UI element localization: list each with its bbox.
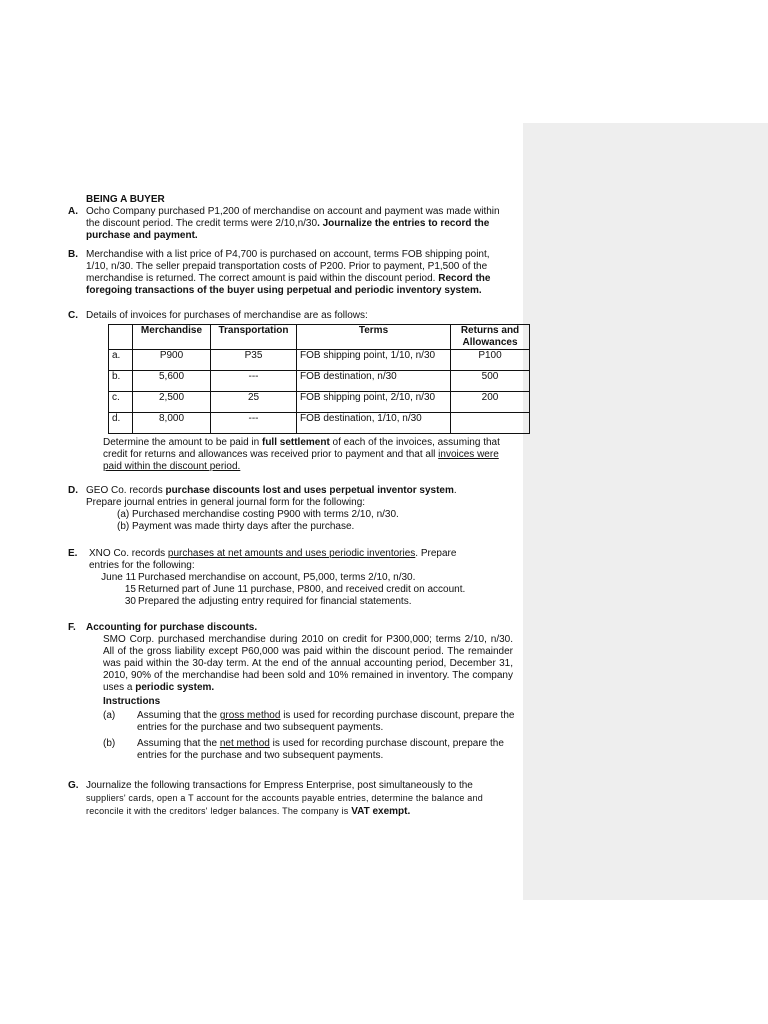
table-cell-returns: P100 (451, 350, 530, 371)
list-item (94, 584, 514, 596)
section-c-label: C. (68, 310, 78, 321)
table-header-transportation: Transportation (211, 325, 297, 350)
section-d-items (117, 509, 399, 533)
section-b-body: Merchandise with a list price of P4,700 is purchased on account, terms FOB shipping point, 1/10, n/30. The seller prepaid transportation costs of P200. Prior to payment, P1,500 of the merchandise is returned. The correct amount is paid within the discount period. (86, 249, 490, 284)
entry-date: 30 (124, 596, 136, 607)
section-a-label: A. (68, 206, 78, 217)
table-row (109, 413, 530, 434)
section-c-after-1: Determine the amount to be paid in (103, 437, 262, 448)
instructions-heading: Instructions (103, 696, 161, 707)
table-cell-letter: d. (109, 413, 133, 434)
section-c-after-bold: full settlement (261, 437, 330, 448)
section-e-text-1: XNO Co. records (89, 548, 168, 559)
table-cell-letter: c. (109, 392, 133, 413)
option-post: is used for recording purchase discount, prepare the entries for the purchase and two subsequent payments. (137, 710, 515, 733)
section-e-underline: purchases at net amounts and uses periodic inventories (167, 548, 416, 559)
entry-text: Prepared the adjusting entry required for financial statements. (138, 596, 412, 607)
section-b-label: B. (68, 249, 78, 260)
section-f-label: F. (68, 622, 76, 633)
option-post: is used for recording purchase discount, prepare the entries for the purchase and two subsequent payments. (137, 738, 504, 761)
table-cell-returns: 200 (451, 392, 530, 413)
list-item (94, 572, 514, 584)
table-cell-returns: 500 (451, 371, 530, 392)
table-cell-terms: FOB destination, 1/10, n/30 (297, 413, 451, 434)
table-cell-transportation: P35 (211, 350, 297, 371)
option-marker: (b) (103, 738, 116, 749)
page-heading: BEING A BUYER (86, 194, 165, 205)
section-f-title: Accounting for purchase discounts. (86, 622, 258, 633)
list-item: (b) Payment was made thirty days after the purchase. (117, 521, 355, 532)
entry-date: June 11 (101, 572, 136, 583)
option-underline: net method (219, 738, 270, 749)
table-cell-merchandise: 5,600 (133, 371, 211, 392)
option-pre: Assuming that the (137, 738, 220, 749)
option-text (137, 738, 515, 762)
section-e-items (94, 572, 514, 608)
table-cell-transportation: --- (211, 371, 297, 392)
section-d-bold: purchase discounts lost and uses perpetual inventor system (165, 485, 454, 496)
entry-text: Returned part of June 11 purchase, P800, and received credit on account. (138, 584, 466, 595)
table-header-blank (109, 325, 133, 350)
section-a-text (86, 206, 514, 242)
section-d-line-2: Prepare journal entries in general journal form for the following: (86, 497, 366, 508)
option-underline: gross method (219, 710, 281, 721)
section-d-text-1: GEO Co. records (86, 485, 166, 496)
entry-text: Purchased merchandise on account, P5,000, terms 2/10, n/30. (138, 572, 416, 583)
table-cell-merchandise: 2,500 (133, 392, 211, 413)
section-e-text-2: . Prepare (415, 548, 457, 559)
section-c-after-underline: invoices were paid within the discount period. (103, 449, 499, 472)
section-e-text (89, 548, 509, 572)
table-cell-terms: FOB shipping point, 1/10, n/30 (297, 350, 451, 371)
list-item (94, 596, 514, 608)
section-a-body: Ocho Company purchased P1,200 of merchandise on account and payment was made within the discount period. The credit terms were 2/10,n/30 (86, 206, 500, 229)
section-g-small: suppliers' cards, open a T account for the accounts payable entries, determine the balance and reconcile it with the creditors' ledger balances. The company is (86, 793, 483, 816)
section-d-label: D. (68, 485, 78, 496)
section-f-para-text: SMO Corp. purchased merchandise during 2010 on credit for P300,000; terms 2/10, n/30. All of the gross liability except P60,000 was paid within the discount period. The remainder was paid within the 30-day term. At the end of the annual accounting period, December 31, 2010, 90% of the merchandise had been sold and 10% remained in inventory. The company uses a (103, 634, 513, 693)
section-f-paragraph (103, 634, 513, 694)
table-header-returns: Returns and Allowances (451, 325, 530, 350)
option-marker: (a) (103, 710, 116, 721)
table-cell-terms: FOB destination, n/30 (297, 371, 451, 392)
table-cell-transportation: --- (211, 413, 297, 434)
section-f-para-bold: periodic system. (135, 682, 215, 693)
section-g-text (86, 780, 516, 818)
section-g-line-1: Journalize the following transactions for Empress Enterprise, post simultaneously to the (86, 780, 473, 791)
section-e-label: E. (68, 548, 78, 559)
list-item: (a) Purchased merchandise costing P900 with terms 2/10, n/30. (117, 509, 399, 520)
table-row (109, 350, 530, 371)
table-cell-terms: FOB shipping point, 2/10, n/30 (297, 392, 451, 413)
comment-pane (523, 123, 768, 900)
section-c-intro: Details of invoices for purchases of merchandise are as follows: (86, 310, 368, 321)
table-cell-returns (451, 413, 530, 434)
section-g-label: G. (68, 780, 79, 791)
option-text (137, 710, 515, 734)
section-c-instruction (103, 437, 515, 473)
section-c-after-2: of each of the invoices, assuming that credit for returns and allowances was received prior to payment and that all (103, 437, 500, 460)
table-cell-letter: a. (109, 350, 133, 371)
table-cell-letter: b. (109, 371, 133, 392)
table-cell-transportation: 25 (211, 392, 297, 413)
option-pre: Assuming that the (137, 710, 220, 721)
section-d-text (86, 485, 516, 509)
section-e-line-2: entries for the following: (89, 560, 195, 571)
section-b-instruction: Record the foregoing transactions of the buyer using perpetual and periodic inventory system. (86, 273, 491, 296)
table-cell-merchandise: 8,000 (133, 413, 211, 434)
table-cell-merchandise: P900 (133, 350, 211, 371)
section-b-text (86, 249, 514, 297)
table-row (109, 371, 530, 392)
entry-date: 15 (124, 584, 136, 595)
section-a-instruction: . Journalize the entries to record the purchase and payment. (86, 218, 490, 241)
section-d-text-2: . (453, 485, 457, 496)
invoice-table-header-row (109, 325, 530, 350)
table-header-merchandise: Merchandise (133, 325, 211, 350)
table-row (109, 392, 530, 413)
section-g-bold: VAT exempt. (351, 806, 411, 817)
invoice-table (108, 324, 530, 434)
table-header-terms: Terms (297, 325, 451, 350)
